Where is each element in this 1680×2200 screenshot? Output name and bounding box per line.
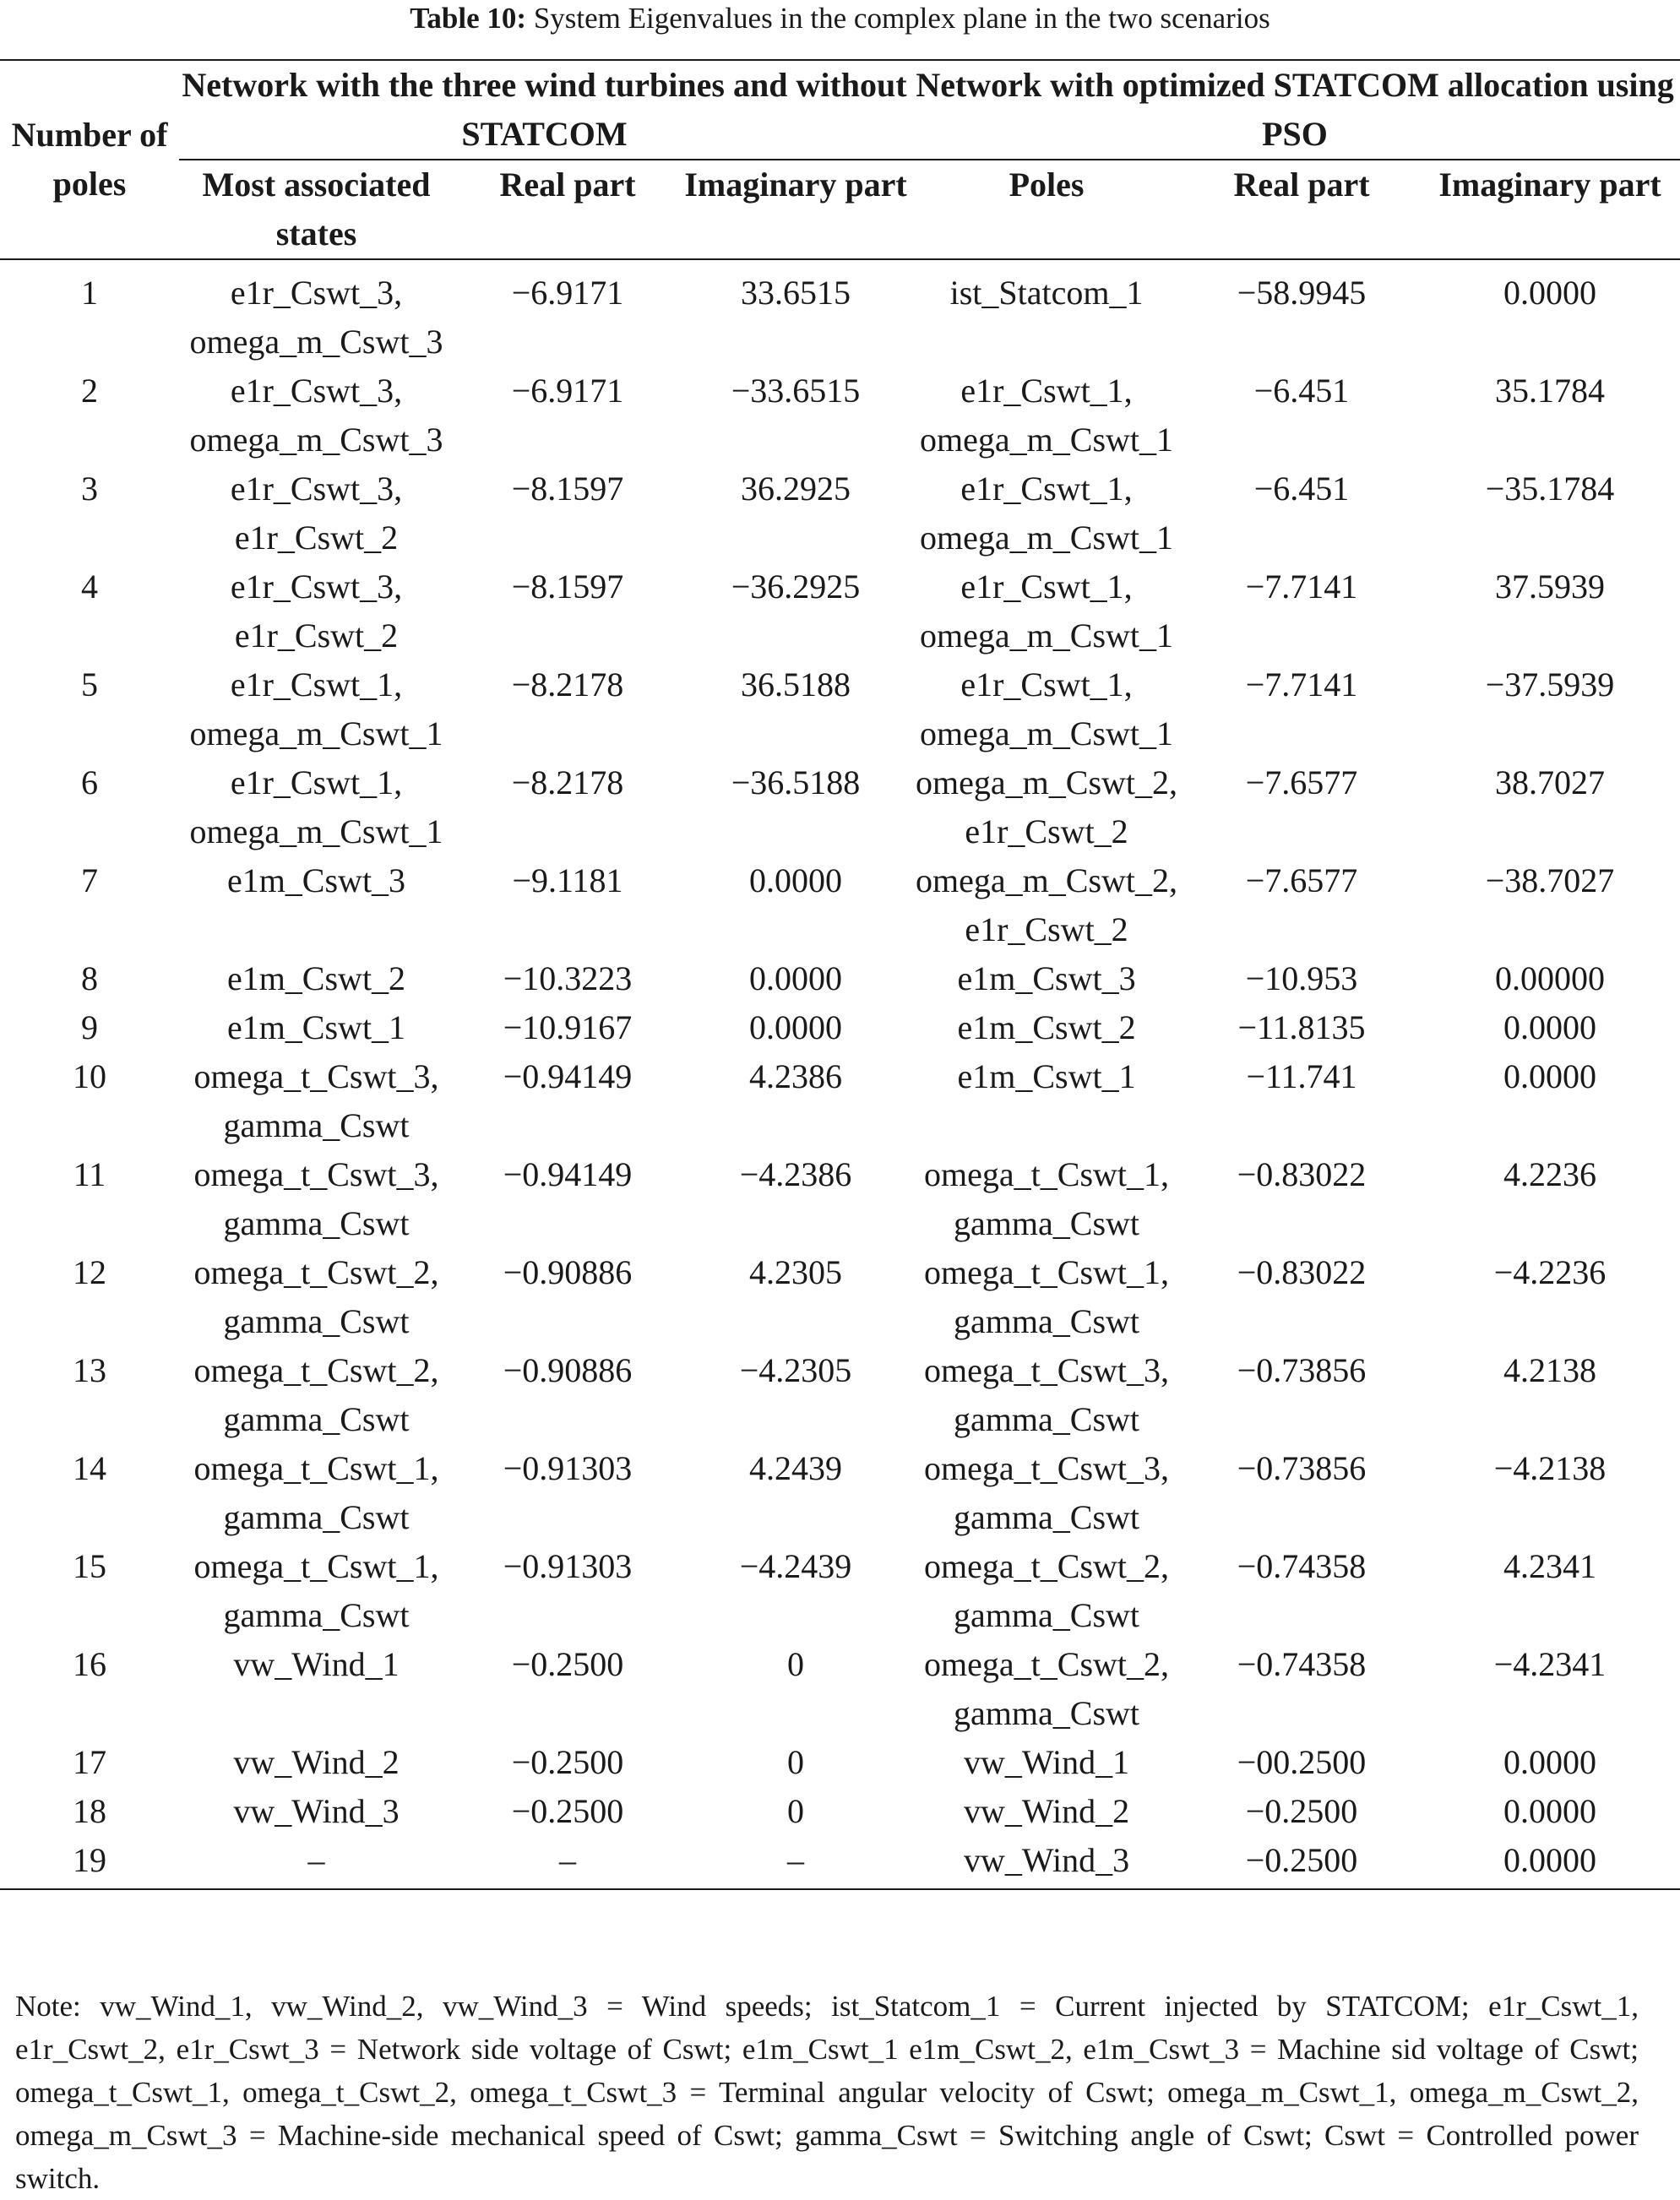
cell-imaginary-part-b: −4.2138 — [1493, 1449, 1607, 1487]
table-row — [0, 758, 1680, 856]
cell-real-part-a: −9.1181 — [512, 861, 623, 899]
cell-pole-number: 16 — [73, 1645, 106, 1683]
cell-real-part-a: −8.1597 — [511, 568, 624, 606]
cell-real-part-b: −00.2500 — [1237, 1743, 1367, 1781]
table-row — [0, 259, 1680, 367]
cell-associated-states: omega_t_Cswt_2, gamma_Cswt — [193, 1351, 439, 1438]
cell-pole-number: 1 — [81, 274, 98, 312]
cell-pole-number: 13 — [73, 1351, 106, 1389]
cell-imaginary-part-a: 0 — [787, 1792, 805, 1830]
cell-real-part-b: −0.83022 — [1237, 1155, 1367, 1193]
cell-imaginary-part-b: −4.2236 — [1493, 1253, 1607, 1291]
header-imaginary-part-b: Imaginary part — [1438, 166, 1661, 204]
cell-associated-states: omega_t_Cswt_3, gamma_Cswt — [193, 1057, 439, 1144]
header-row-groups — [0, 60, 1680, 160]
cell-imaginary-part-a: 0.0000 — [749, 861, 843, 899]
cell-pole-number: 6 — [81, 763, 98, 801]
table-note: Note: vw_Wind_1, vw_Wind_2, vw_Wind_3 = Wind speeds; ist_Statcom_1 = Current injected by STATCOM; e1r_Cswt_1, e1r_Cswt_2, e1r_Cswt_3 = Network side voltage of Cswt; e1m_Cswt_1 e1m_Cswt_2, e1m_Cswt_3 = Machine sid voltage of Cswt; omega_t_Cswt_1, omega_t_Cswt_2, omega_t_Cswt_3 = Terminal angular velocity of Cswt; omega_m_Cswt_1, omega_m_Cswt_2, omega_m_Cswt_3 = Machine-side mechanical speed of Cswt; gamma_Cswt = Switching angle of Cswt; Cswt = Controlled power switch. — [15, 1990, 1639, 2195]
cell-poles: vw_Wind_1 — [963, 1743, 1130, 1781]
cell-imaginary-part-a: – — [787, 1841, 805, 1879]
table-row — [0, 367, 1680, 464]
cell-real-part-a: −0.94149 — [503, 1155, 633, 1193]
cell-associated-states: omega_t_Cswt_3, gamma_Cswt — [193, 1155, 439, 1242]
cell-imaginary-part-a: 36.2925 — [741, 470, 851, 508]
cell-real-part-a: −6.9171 — [511, 274, 624, 312]
cell-real-part-b: −58.9945 — [1237, 274, 1367, 312]
cell-poles: e1r_Cswt_1, omega_m_Cswt_1 — [920, 372, 1174, 459]
cell-associated-states: e1r_Cswt_3, e1r_Cswt_2 — [230, 568, 403, 655]
table-body — [0, 259, 1680, 1889]
cell-real-part-a: −0.91303 — [503, 1547, 633, 1585]
cell-imaginary-part-a: 33.6515 — [741, 274, 851, 312]
header-real-part-b: Real part — [1233, 166, 1370, 204]
table-header — [0, 60, 1680, 259]
cell-real-part-a: −0.94149 — [503, 1057, 633, 1095]
table-row — [0, 1003, 1680, 1052]
cell-imaginary-part-b: 0.0000 — [1503, 274, 1597, 312]
cell-imaginary-part-a: −4.2439 — [739, 1547, 852, 1585]
cell-real-part-b: −0.73856 — [1237, 1351, 1367, 1389]
cell-imaginary-part-b: 35.1784 — [1495, 372, 1606, 410]
cell-poles: omega_t_Cswt_3, gamma_Cswt — [924, 1449, 1170, 1536]
table-row — [0, 562, 1680, 660]
cell-real-part-a: −8.2178 — [511, 665, 624, 703]
cell-imaginary-part-b: 37.5939 — [1495, 568, 1606, 606]
cell-poles: e1m_Cswt_1 — [957, 1057, 1136, 1095]
cell-associated-states: e1m_Cswt_3 — [226, 861, 406, 899]
cell-imaginary-part-b: 4.2341 — [1503, 1547, 1597, 1585]
cell-associated-states: – — [307, 1841, 325, 1879]
cell-real-part-b: −6.451 — [1253, 372, 1350, 410]
cell-real-part-a: – — [559, 1841, 576, 1879]
cell-imaginary-part-a: 4.2386 — [749, 1057, 843, 1095]
cell-poles: e1r_Cswt_1, omega_m_Cswt_1 — [920, 470, 1174, 557]
cell-associated-states: omega_t_Cswt_1, gamma_Cswt — [193, 1547, 439, 1634]
header-real-part-a: Real part — [499, 166, 636, 204]
cell-poles: e1r_Cswt_1, omega_m_Cswt_1 — [920, 665, 1174, 752]
cell-real-part-b: −6.451 — [1253, 470, 1350, 508]
cell-imaginary-part-b: 0.0000 — [1503, 1841, 1597, 1879]
header-row-columns — [0, 160, 1680, 259]
cell-imaginary-part-b: −35.1784 — [1485, 470, 1615, 508]
cell-poles: omega_t_Cswt_3, gamma_Cswt — [924, 1351, 1170, 1438]
cell-associated-states: e1r_Cswt_3, e1r_Cswt_2 — [230, 470, 403, 557]
cell-pole-number: 15 — [73, 1547, 106, 1585]
cell-poles: e1m_Cswt_2 — [957, 1008, 1136, 1046]
cell-real-part-b: −0.2500 — [1245, 1841, 1358, 1879]
cell-associated-states: e1r_Cswt_3, omega_m_Cswt_3 — [189, 372, 443, 459]
cell-imaginary-part-a: 4.2439 — [749, 1449, 843, 1487]
cell-associated-states: vw_Wind_3 — [233, 1792, 400, 1830]
cell-associated-states: vw_Wind_2 — [233, 1743, 400, 1781]
cell-real-part-a: −10.9167 — [503, 1008, 633, 1046]
cell-imaginary-part-b: 4.2138 — [1503, 1351, 1597, 1389]
table-row — [0, 1542, 1680, 1640]
table-row — [0, 1346, 1680, 1444]
table-row — [0, 856, 1680, 954]
cell-pole-number: 5 — [81, 665, 98, 703]
cell-imaginary-part-a: 0 — [787, 1645, 805, 1683]
cell-real-part-b: −11.8135 — [1237, 1008, 1366, 1046]
cell-poles: e1m_Cswt_3 — [957, 959, 1136, 997]
cell-pole-number: 4 — [81, 568, 98, 606]
cell-real-part-b: −0.74358 — [1237, 1547, 1367, 1585]
cell-poles: omega_t_Cswt_2, gamma_Cswt — [924, 1547, 1170, 1634]
cell-pole-number: 17 — [73, 1743, 106, 1781]
cell-poles: omega_t_Cswt_1, gamma_Cswt — [924, 1253, 1170, 1340]
cell-pole-number: 8 — [81, 959, 98, 997]
cell-associated-states: omega_t_Cswt_1, gamma_Cswt — [193, 1449, 439, 1536]
caption-label: Table 10: — [410, 2, 527, 35]
table-row — [0, 954, 1680, 1003]
cell-real-part-a: −6.9171 — [511, 372, 624, 410]
cell-imaginary-part-a: −4.2386 — [739, 1155, 852, 1193]
cell-pole-number: 7 — [81, 861, 98, 899]
cell-imaginary-part-b: −4.2341 — [1493, 1645, 1607, 1683]
cell-imaginary-part-a: −4.2305 — [739, 1351, 852, 1389]
cell-poles: ist_Statcom_1 — [949, 274, 1144, 312]
header-group-with-statcom: Network with optimized STATCOM allocation using PSO — [910, 60, 1680, 160]
header-poles: Poles — [1009, 166, 1085, 204]
cell-imaginary-part-b: 0.0000 — [1503, 1057, 1597, 1095]
cell-imaginary-part-b: −38.7027 — [1485, 861, 1615, 899]
table-row — [0, 1150, 1680, 1248]
cell-real-part-a: −0.90886 — [503, 1351, 633, 1389]
cell-real-part-a: −0.2500 — [511, 1743, 624, 1781]
header-group-without-statcom: Network with the three wind turbines and without STATCOM — [179, 60, 910, 160]
cell-imaginary-part-b: 0.0000 — [1503, 1008, 1597, 1046]
cell-poles: omega_m_Cswt_2, e1r_Cswt_2 — [916, 861, 1178, 948]
caption-text: System Eigenvalues in the complex plane in the two scenarios — [533, 2, 1270, 35]
cell-pole-number: 11 — [73, 1155, 106, 1193]
table-row — [0, 1640, 1680, 1738]
cell-poles: e1r_Cswt_1, omega_m_Cswt_1 — [920, 568, 1174, 655]
cell-pole-number: 12 — [73, 1253, 106, 1291]
cell-associated-states: vw_Wind_1 — [233, 1645, 400, 1683]
header-number-of-poles: Number of poles — [11, 116, 168, 203]
cell-real-part-b: −0.73856 — [1237, 1449, 1367, 1487]
header-imaginary-part-a: Imaginary part — [684, 166, 907, 204]
cell-real-part-b: −0.2500 — [1245, 1792, 1358, 1830]
cell-imaginary-part-b: 4.2236 — [1503, 1155, 1597, 1193]
cell-imaginary-part-a: −36.2925 — [731, 568, 861, 606]
cell-associated-states: e1m_Cswt_1 — [226, 1008, 406, 1046]
cell-imaginary-part-a: 0.0000 — [749, 959, 843, 997]
cell-pole-number: 19 — [73, 1841, 106, 1879]
cell-real-part-b: −0.83022 — [1237, 1253, 1367, 1291]
cell-imaginary-part-a: 36.5188 — [741, 665, 851, 703]
cell-real-part-a: −0.91303 — [503, 1449, 633, 1487]
cell-pole-number: 9 — [81, 1008, 98, 1046]
cell-real-part-b: −0.74358 — [1237, 1645, 1367, 1683]
cell-poles: omega_t_Cswt_1, gamma_Cswt — [924, 1155, 1170, 1242]
header-most-associated-states: Most associated states — [202, 166, 431, 253]
cell-imaginary-part-a: −33.6515 — [731, 372, 861, 410]
cell-associated-states: e1m_Cswt_2 — [226, 959, 406, 997]
eigenvalue-table — [0, 59, 1680, 1890]
cell-imaginary-part-a: 4.2305 — [749, 1253, 843, 1291]
cell-poles: vw_Wind_3 — [963, 1841, 1130, 1879]
cell-pole-number: 2 — [81, 372, 98, 410]
cell-real-part-a: −10.3223 — [503, 959, 633, 997]
cell-imaginary-part-a: 0.0000 — [749, 1008, 843, 1046]
cell-imaginary-part-b: −37.5939 — [1485, 665, 1615, 703]
cell-associated-states: e1r_Cswt_1, omega_m_Cswt_1 — [189, 665, 443, 752]
cell-imaginary-part-b: 0.0000 — [1503, 1743, 1597, 1781]
table-row — [0, 1738, 1680, 1787]
cell-pole-number: 18 — [73, 1792, 106, 1830]
cell-real-part-b: −7.6577 — [1245, 763, 1358, 801]
cell-poles: vw_Wind_2 — [963, 1792, 1130, 1830]
cell-associated-states: omega_t_Cswt_2, gamma_Cswt — [193, 1253, 439, 1340]
cell-associated-states: e1r_Cswt_1, omega_m_Cswt_1 — [189, 763, 443, 850]
cell-real-part-b: −11.741 — [1246, 1057, 1357, 1095]
cell-real-part-b: −7.7141 — [1245, 568, 1358, 606]
table-row — [0, 1444, 1680, 1542]
cell-associated-states: e1r_Cswt_3, omega_m_Cswt_3 — [189, 274, 443, 361]
cell-pole-number: 14 — [73, 1449, 106, 1487]
cell-imaginary-part-b: 38.7027 — [1495, 763, 1606, 801]
table-row — [0, 1052, 1680, 1150]
cell-real-part-a: −0.2500 — [511, 1645, 624, 1683]
cell-poles: omega_m_Cswt_2, e1r_Cswt_2 — [916, 763, 1178, 850]
cell-real-part-b: −7.6577 — [1245, 861, 1358, 899]
cell-pole-number: 3 — [81, 470, 98, 508]
table-row — [0, 1787, 1680, 1836]
cell-real-part-a: −8.2178 — [511, 763, 624, 801]
cell-real-part-a: −0.2500 — [511, 1792, 624, 1830]
table-row — [0, 660, 1680, 758]
cell-real-part-b: −10.953 — [1245, 959, 1358, 997]
cell-imaginary-part-a: 0 — [787, 1743, 805, 1781]
cell-imaginary-part-b: 0.00000 — [1495, 959, 1606, 997]
table-row — [0, 1248, 1680, 1346]
cell-poles: omega_t_Cswt_2, gamma_Cswt — [924, 1645, 1170, 1732]
table-row — [0, 1836, 1680, 1889]
cell-real-part-a: −8.1597 — [511, 470, 624, 508]
table-caption — [0, 0, 1680, 37]
cell-imaginary-part-b: 0.0000 — [1503, 1792, 1597, 1830]
cell-pole-number: 10 — [73, 1057, 106, 1095]
cell-real-part-a: −0.90886 — [503, 1253, 633, 1291]
table-row — [0, 464, 1680, 562]
cell-imaginary-part-a: −36.5188 — [731, 763, 861, 801]
cell-real-part-b: −7.7141 — [1245, 665, 1358, 703]
